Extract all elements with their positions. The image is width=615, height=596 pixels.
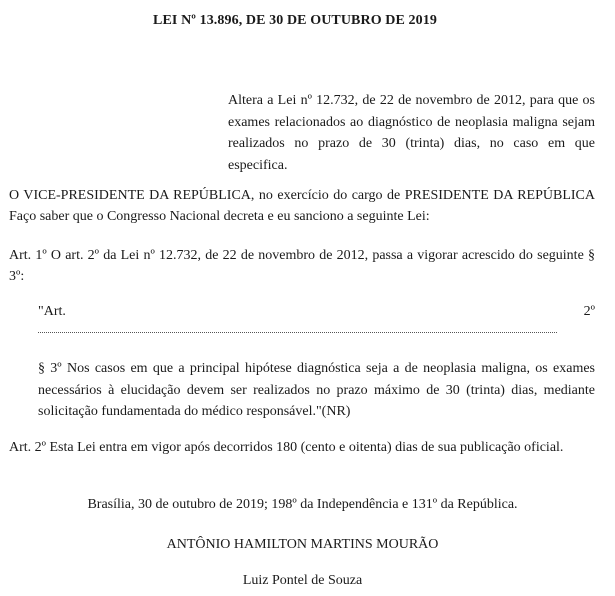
law-title: LEI Nº 13.896, DE 30 DE OUTUBRO DE 2019 [153,13,437,28]
quoted-article-label: "Art. [38,304,66,319]
article-1: Art. 1º O art. 2º da Lei nº 12.732, de 22 de novembro de 2012, passa a vigorar acrescido do seguinte § 3º: [9,248,595,284]
paragraph-3: § 3º Nos casos em que a principal hipótese diagnóstica seja a de neoplasia maligna, os exames necessários à elucidação devem ser realizados no prazo máximo de 30 (trinta) dias, mediante solicitação fundamentada do médico responsável."(NR) [38,361,595,419]
signatory-2: Luiz Pontel de Souza [242,573,363,588]
article-2: Art. 2º Esta Lei entra em vigor após decorridos 180 (cento e oitenta) dias de sua publicação oficial. [9,440,564,455]
quoted-article-line [38,302,595,322]
closing-line: Brasília, 30 de outubro de 2019; 198º da Independência e 131º da República. [87,497,518,512]
quoted-article-number: 2º [583,304,595,319]
law-preamble: O VICE-PRESIDENTE DA REPÚBLICA, no exercício do cargo de PRESIDENTE DA REPÚBLICA Faço saber que o Congresso Nacional decreta e eu sanciono a seguinte Lei: [9,188,595,224]
signatory-1: ANTÔNIO HAMILTON MARTINS MOURÃO [166,537,439,552]
law-ementa: Altera a Lei nº 12.732, de 22 de novembro de 2012, para que os exames relacionados ao diagnóstico de neoplasia maligna sejam realizados no prazo de 30 (trinta) dias, no caso em que especifica. [228,93,595,173]
omission-dots [38,332,557,333]
